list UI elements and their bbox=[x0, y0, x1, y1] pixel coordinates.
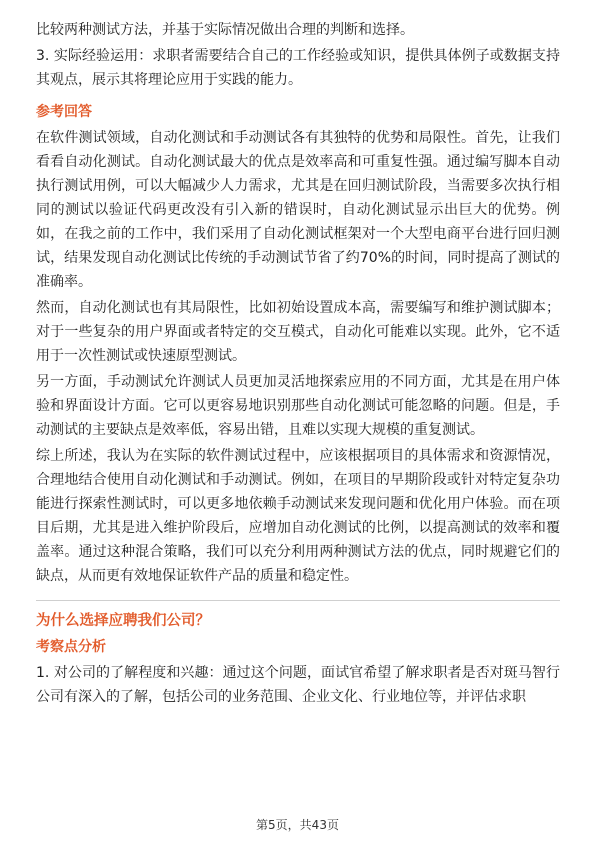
reference-answer-heading: 参考回答 bbox=[36, 104, 92, 120]
analysis-point-1: 1. 对公司的了解程度和兴趣：通过这个问题，面试官希望了解求职者是否对斑马智行公司有深入的了解，包括公司的业务范围、企业文化、行业地位等，并评估求职 bbox=[36, 665, 560, 705]
page-number: 第5页，共43页 bbox=[256, 818, 339, 832]
evaluation-point-3: 3. 实际经验运用：求职者需要结合自己的工作经验或知识，提供具体例子或数据支持其观点，展示其将理论应用于实践的能力。 bbox=[36, 48, 560, 88]
analysis-heading: 考察点分析 bbox=[36, 639, 106, 655]
intro-line: 比较两种测试方法，并基于实际情况做出合理的判断和选择。 bbox=[36, 22, 414, 38]
section-divider bbox=[36, 600, 560, 601]
document-page bbox=[36, 18, 560, 711]
reference-paragraph-2: 然而，自动化测试也有其局限性，比如初始设置成本高，需要编写和维护测试脚本；对于一些复杂的用户界面或者特定的交互模式，自动化可能难以实现。此外，它不适用于一次性测试或快速原型测试。 bbox=[36, 300, 560, 364]
reference-paragraph-4: 综上所述，我认为在实际的软件测试过程中，应该根据项目的具体需求和资源情况，合理地结合使用自动化测试和手动测试。例如，在项目的早期阶段或针对特定复杂功能进行探索性测试时，可以更多地依赖手动测试来发现问题和优化用户体验。而在项目后期，尤其是进入维护阶段后，应增加自动化测试的比例，以提高测试的效率和覆盖率。通过这种混合策略，我们可以充分利用两种测试方法的优点，同时规避它们的缺点，从而更有效地保证软件产品的质量和稳定性。 bbox=[36, 448, 560, 584]
reference-paragraph-1: 在软件测试领域，自动化测试和手动测试各有其独特的优势和局限性。首先，让我们看看自动化测试。自动化测试最大的优点是效率高和可重复性强。通过编写脚本自动执行测试用例，可以大幅减少人力需求，尤其是在回归测试阶段，当需要多次执行相同的测试以验证代码更改没有引入新的错误时，自动化测试显示出巨大的优势。例如，在我之前的工作中，我们采用了自动化测试框架对一个大型电商平台进行回归测试，结果发现自动化测试比传统的手动测试节省了约70%的时间，同时提高了测试的准确率。 bbox=[36, 130, 560, 290]
question-heading: 为什么选择应聘我们公司？ bbox=[36, 613, 210, 629]
reference-paragraph-3: 另一方面，手动测试允许测试人员更加灵活地探索应用的不同方面，尤其是在用户体验和界面设计方面。它可以更容易地识别那些自动化测试可能忽略的问题。但是，手动测试的主要缺点是效率低，容易出错，且难以实现大规模的重复测试。 bbox=[36, 374, 560, 438]
